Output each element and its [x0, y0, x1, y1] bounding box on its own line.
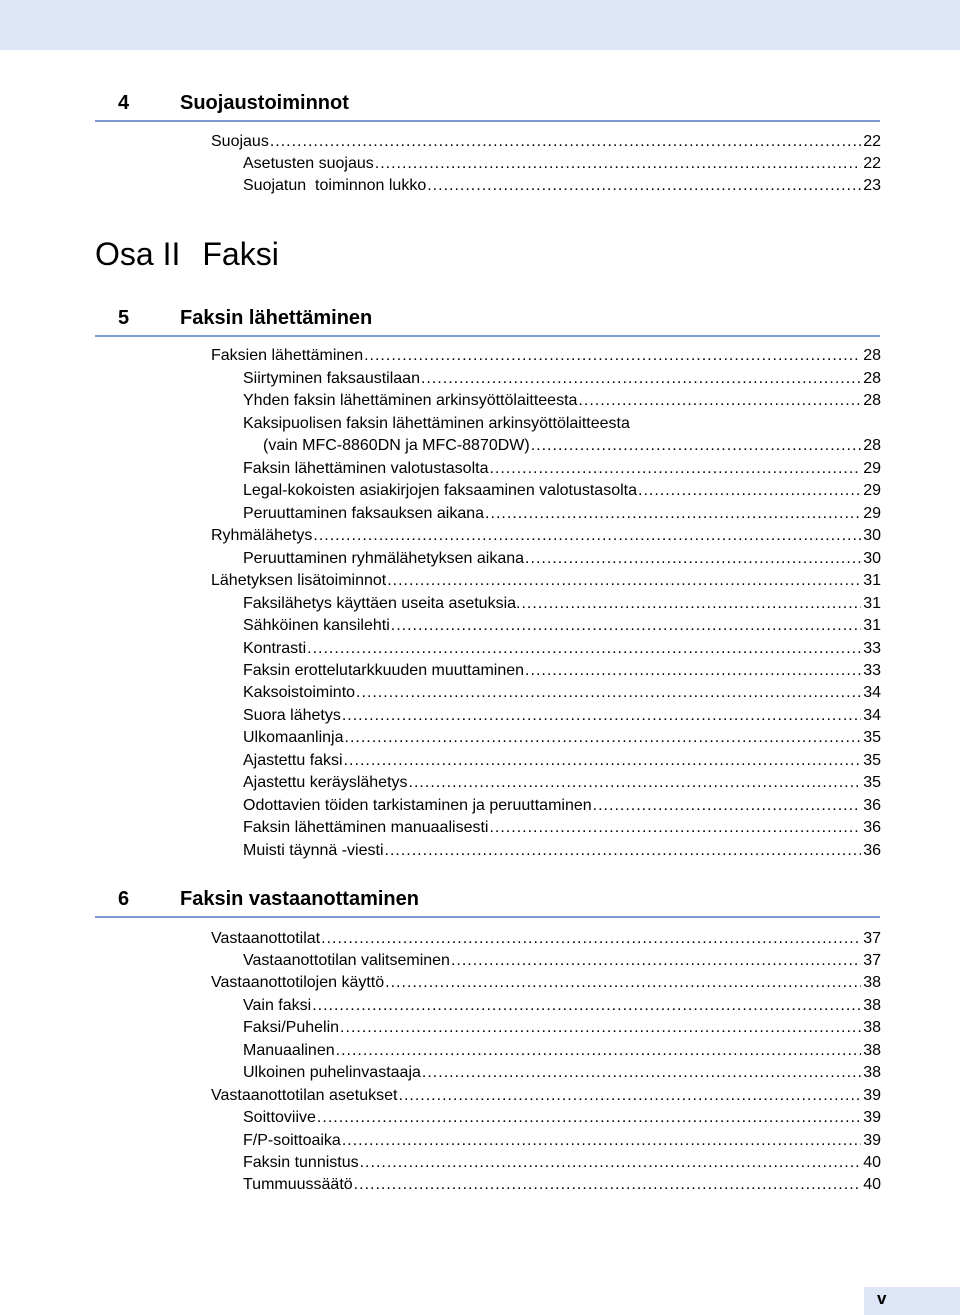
toc-entry-title: Faksi/Puhelin	[243, 1019, 340, 1036]
toc-page-number: 31	[863, 572, 881, 589]
toc-entry[interactable]	[211, 570, 881, 592]
toc-entry-title: Ulkoinen puhelinvastaaja	[243, 1064, 421, 1081]
dot-leader	[375, 153, 861, 175]
toc-page-number: 22	[863, 133, 881, 150]
dot-leader	[409, 772, 862, 794]
toc-entry-title: Peruuttaminen ryhmälähetyksen aikana	[243, 550, 525, 567]
toc-page-number: 30	[863, 527, 881, 544]
dot-leader	[593, 795, 862, 817]
toc-entry-title: Suora lähetys	[243, 707, 341, 724]
chapter-title: Faksin lähettäminen	[180, 307, 373, 329]
toc-entry[interactable]	[243, 1017, 881, 1039]
toc-entry-title: Vastaanottotilan asetukset	[211, 1087, 398, 1104]
toc-entry-title: Manuaalinen	[243, 1042, 335, 1059]
toc-entry[interactable]	[211, 1085, 881, 1107]
toc-page-number: 36	[863, 797, 881, 814]
dot-leader	[342, 705, 861, 727]
toc-page-number: 31	[863, 595, 881, 612]
toc-entry[interactable]	[243, 153, 881, 175]
toc-entry-title: Suojatun toiminnon lukko	[243, 177, 427, 194]
chapter-heading-6[interactable]	[95, 888, 880, 918]
toc-page-number: 40	[863, 1154, 881, 1171]
toc-page-number: 34	[863, 707, 881, 724]
toc-page-number: 40	[863, 1176, 881, 1193]
toc-entry-title: Odottavien töiden tarkistaminen ja peruuttaminen	[243, 797, 592, 814]
toc-page-number: 38	[863, 1019, 881, 1036]
dot-leader	[307, 638, 861, 660]
chapter-title: Suojaustoiminnot	[180, 92, 349, 114]
toc-entry[interactable]	[243, 413, 881, 435]
chapter-number: 6	[118, 888, 130, 910]
toc-entry[interactable]	[243, 1152, 881, 1174]
dot-leader	[391, 615, 861, 637]
toc-entry[interactable]	[243, 480, 881, 502]
dot-leader	[313, 525, 861, 547]
toc-entry[interactable]	[243, 682, 881, 704]
toc-entry[interactable]	[243, 1062, 881, 1084]
dot-leader	[356, 682, 861, 704]
toc-page-number: 38	[863, 997, 881, 1014]
toc-entry[interactable]	[243, 817, 881, 839]
toc-entry[interactable]	[243, 995, 881, 1017]
chapter-heading-4[interactable]	[95, 92, 880, 122]
toc-page-number: 28	[863, 437, 881, 454]
toc-entry[interactable]	[243, 772, 881, 794]
header-band	[0, 0, 960, 50]
toc-entry[interactable]	[243, 1040, 881, 1062]
dot-leader	[270, 131, 861, 153]
dot-leader	[489, 458, 861, 480]
toc-entry-title: Muisti täynnä -viesti	[243, 842, 384, 859]
toc-page-number: 22	[863, 155, 881, 172]
toc-page-number: 28	[863, 392, 881, 409]
toc-entry[interactable]	[243, 615, 881, 637]
toc-entry[interactable]	[243, 368, 881, 390]
dot-leader	[531, 435, 861, 457]
dot-leader	[354, 1174, 862, 1196]
toc-entry[interactable]	[243, 1107, 881, 1129]
toc-entry-title: Lähetyksen lisätoiminnot	[211, 572, 387, 589]
toc-page-number: 35	[863, 729, 881, 746]
toc-entry[interactable]	[243, 750, 881, 772]
toc-page-number: 28	[863, 347, 881, 364]
toc-entry[interactable]	[243, 548, 881, 570]
page-number-tab	[864, 1287, 960, 1315]
dot-leader	[385, 972, 861, 994]
toc-entry[interactable]	[211, 345, 881, 367]
part-heading[interactable]	[95, 236, 279, 272]
toc-page-number: 34	[863, 684, 881, 701]
toc-entry-title: Faksin erottelutarkkuuden muuttaminen	[243, 662, 525, 679]
toc-entry[interactable]	[211, 928, 881, 950]
toc-entry[interactable]	[243, 660, 881, 682]
toc-entry[interactable]	[243, 840, 881, 862]
toc-page-number: 38	[863, 974, 881, 991]
dot-leader	[638, 480, 861, 502]
toc-entry[interactable]	[243, 950, 881, 972]
toc-page-number: 28	[863, 370, 881, 387]
toc-entry[interactable]	[243, 727, 881, 749]
dot-leader	[399, 1085, 862, 1107]
toc-page-number: 36	[863, 819, 881, 836]
toc-entry-title: Ryhmälähetys	[211, 527, 313, 544]
dot-leader	[342, 1130, 861, 1152]
toc-entry[interactable]	[243, 175, 881, 197]
dot-leader	[336, 1040, 862, 1062]
dot-leader	[422, 1062, 861, 1084]
dot-leader	[385, 840, 862, 862]
toc-page-number: 38	[863, 1042, 881, 1059]
chapter-number: 5	[118, 307, 130, 329]
toc-entry[interactable]	[243, 1174, 881, 1196]
toc-page-number: 30	[863, 550, 881, 567]
part-title: Faksi	[202, 236, 279, 272]
dot-leader	[345, 727, 862, 749]
toc-page-number: 33	[863, 662, 881, 679]
chapter-number: 4	[118, 92, 130, 114]
toc-entry[interactable]	[243, 795, 881, 817]
toc-page-number: 39	[863, 1087, 881, 1104]
toc-entry-title: Legal-kokoisten asiakirjojen faksaaminen valotustasolta	[243, 482, 637, 499]
dot-leader	[451, 950, 861, 972]
toc-entry-title: Ajastettu keräyslähetys	[243, 774, 408, 791]
dot-leader	[312, 995, 861, 1017]
toc-entry-title: Suojaus	[211, 133, 269, 150]
toc-entry-title: Ulkomaanlinja	[243, 729, 344, 746]
chapter-title: Faksin vastaanottaminen	[180, 888, 419, 910]
page-number: v	[877, 1289, 887, 1308]
dot-leader	[321, 928, 861, 950]
toc-entry[interactable]	[243, 503, 881, 525]
toc-page-number: 23	[863, 177, 881, 194]
dot-leader	[340, 1017, 861, 1039]
toc-page-number: 31	[863, 617, 881, 634]
dot-leader	[427, 175, 861, 197]
chapter-heading-5[interactable]	[95, 307, 880, 337]
dot-leader	[360, 1152, 862, 1174]
dot-leader	[489, 817, 861, 839]
toc-page-number: 39	[863, 1109, 881, 1126]
toc-entry-title: Kaksoistoiminto	[243, 684, 356, 701]
toc-entry[interactable]	[263, 435, 881, 457]
toc-entry-title: Tummuussäätö	[243, 1176, 353, 1193]
toc-page-number: 29	[863, 460, 881, 477]
toc-entry-title: Sähköinen kansilehti	[243, 617, 390, 634]
dot-leader	[344, 750, 862, 772]
dot-leader	[525, 660, 861, 682]
toc-entry-title: Kontrasti	[243, 640, 307, 657]
toc-page-number: 37	[863, 952, 881, 969]
toc-page-number: 33	[863, 640, 881, 657]
toc-page-number: 35	[863, 774, 881, 791]
toc-entry-title: Kaksipuolisen faksin lähettäminen arkinsyöttölaitteesta	[243, 415, 630, 432]
toc-page-number: 35	[863, 752, 881, 769]
toc-entry[interactable]	[211, 131, 881, 153]
dot-leader	[364, 345, 861, 367]
toc-entry-title: Vastaanottotilan valitseminen	[243, 952, 450, 969]
toc-entry[interactable]	[243, 705, 881, 727]
toc-page-number: 38	[863, 1064, 881, 1081]
toc-entry[interactable]	[243, 638, 881, 660]
toc-entry-title: Faksien lähettäminen	[211, 347, 364, 364]
toc-entry-title: Ajastettu faksi	[243, 752, 343, 769]
toc-entry-title: Yhden faksin lähettäminen arkinsyöttölaitteesta	[243, 392, 578, 409]
toc-entry-title: Vastaanottotilat	[211, 930, 321, 947]
toc-entry-title: Faksin lähettäminen valotustasolta	[243, 460, 489, 477]
dot-leader	[421, 368, 861, 390]
toc-entry[interactable]	[211, 525, 881, 547]
toc-entry[interactable]	[243, 390, 881, 412]
dot-leader	[387, 570, 861, 592]
part-label: Osa II	[95, 236, 181, 272]
toc-entry-title: Soittoviive	[243, 1109, 316, 1126]
toc-entry-title: Vastaanottotilojen käyttö	[211, 974, 385, 991]
toc-entry-title: Siirtyminen faksaustilaan	[243, 370, 420, 387]
toc-entry[interactable]	[243, 593, 881, 615]
toc-entry-title: Faksin tunnistus	[243, 1154, 359, 1171]
toc-page-number: 29	[863, 505, 881, 522]
toc-entry[interactable]	[243, 458, 881, 480]
dot-leader	[525, 548, 861, 570]
toc-entry[interactable]	[211, 972, 881, 994]
toc-entry-title: Peruuttaminen faksauksen aikana	[243, 505, 485, 522]
toc-page-number: 37	[863, 930, 881, 947]
toc-entry-title: Faksin lähettäminen manuaalisesti	[243, 819, 489, 836]
toc-entry-title: (vain MFC-8860DN ja MFC-8870DW)	[263, 437, 530, 454]
toc-page-number: 29	[863, 482, 881, 499]
toc-page-number: 39	[863, 1132, 881, 1149]
dot-leader	[521, 593, 861, 615]
toc-entry-title: Faksilähetys käyttäen useita asetuksia.	[243, 595, 521, 612]
toc-entry-title: Vain faksi	[243, 997, 312, 1014]
dot-leader	[485, 503, 861, 525]
toc-page-number: 36	[863, 842, 881, 859]
toc-entry-title: F/P-soittoaika	[243, 1132, 341, 1149]
toc-entry-title: Asetusten suojaus	[243, 155, 374, 172]
dot-leader	[578, 390, 861, 412]
toc-entry[interactable]	[243, 1130, 881, 1152]
dot-leader	[317, 1107, 861, 1129]
